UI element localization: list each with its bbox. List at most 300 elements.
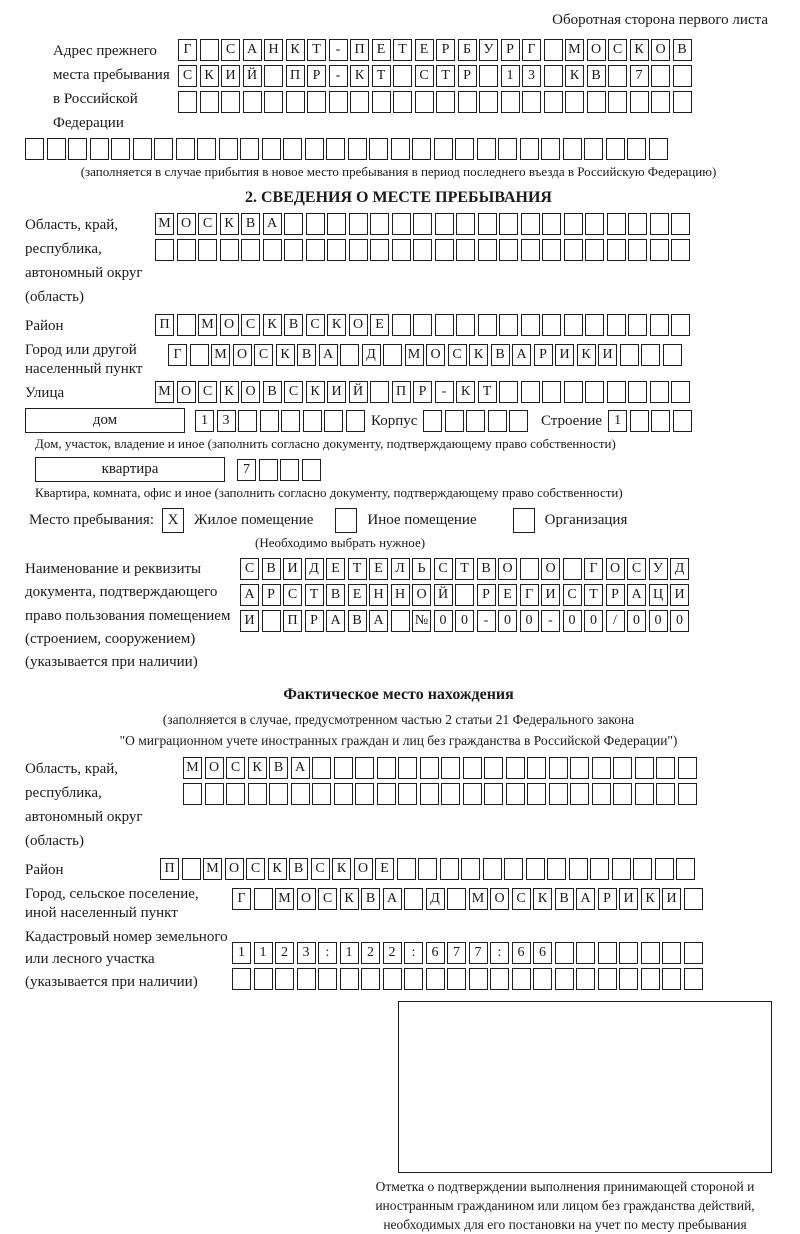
char-box <box>641 968 660 990</box>
char-box <box>306 239 325 261</box>
actual-region-row-2 <box>183 783 699 805</box>
char-box <box>651 410 670 432</box>
char-box <box>576 968 595 990</box>
char-box <box>372 91 391 113</box>
char-box: Р <box>458 65 477 87</box>
char-box <box>619 968 638 990</box>
char-box: Р <box>305 610 324 632</box>
char-box <box>370 381 389 403</box>
char-box <box>564 213 583 235</box>
char-box <box>178 91 197 113</box>
char-box <box>633 858 652 880</box>
char-box <box>355 757 374 779</box>
char-box <box>435 239 454 261</box>
char-box: В <box>555 888 574 910</box>
char-box: 0 <box>520 610 539 632</box>
char-box <box>305 138 324 160</box>
char-box: С <box>221 39 240 61</box>
char-box <box>649 138 668 160</box>
char-box <box>355 783 374 805</box>
char-box <box>436 91 455 113</box>
char-box <box>441 783 460 805</box>
char-box: Т <box>305 584 324 606</box>
char-box: В <box>477 558 496 580</box>
char-box: Р <box>598 888 617 910</box>
char-box: Р <box>413 381 432 403</box>
actual-city-row <box>232 888 705 910</box>
char-box <box>671 314 690 336</box>
apartment-field <box>25 457 772 482</box>
char-box <box>563 558 582 580</box>
char-box <box>412 138 431 160</box>
char-box: К <box>220 213 239 235</box>
char-box <box>303 410 322 432</box>
char-box <box>564 314 583 336</box>
char-box <box>607 381 626 403</box>
char-box: М <box>155 381 174 403</box>
char-box <box>264 91 283 113</box>
char-box <box>183 783 202 805</box>
char-box <box>541 138 560 160</box>
apartment-box: квартира <box>35 457 225 482</box>
char-box <box>673 410 692 432</box>
char-box <box>369 138 388 160</box>
char-box: В <box>269 757 288 779</box>
stay-type-label: Место пребывания: <box>29 512 154 529</box>
char-box <box>671 239 690 261</box>
char-box <box>286 91 305 113</box>
char-box <box>423 410 442 432</box>
region-label: Область, край, республика, автономный округ (область) <box>25 216 143 305</box>
char-box: К <box>248 757 267 779</box>
char-box <box>393 91 412 113</box>
char-box <box>521 314 540 336</box>
char-box <box>547 858 566 880</box>
char-box <box>445 410 464 432</box>
char-box: С <box>246 858 265 880</box>
char-box: Р <box>501 39 520 61</box>
house-caption: Дом, участок, владение и иное (заполнить согласно документу, подтверждающему право собственности) <box>35 436 616 452</box>
char-box <box>662 968 681 990</box>
char-box: Д <box>362 344 381 366</box>
char-box <box>627 138 646 160</box>
house-number-row <box>195 410 367 432</box>
char-box: - <box>541 610 560 632</box>
actual-district-field <box>25 834 772 882</box>
char-box <box>527 783 546 805</box>
house-field <box>25 408 772 433</box>
stay-type-option-residential: Жилое помещение <box>194 512 314 529</box>
char-box: К <box>200 65 219 87</box>
char-box: 7 <box>447 942 466 964</box>
char-box <box>499 381 518 403</box>
char-box <box>391 138 410 160</box>
char-box: 3 <box>522 65 541 87</box>
char-box <box>262 610 281 632</box>
char-box <box>630 410 649 432</box>
char-box: О <box>587 39 606 61</box>
char-box <box>650 381 669 403</box>
char-box: 0 <box>670 610 689 632</box>
char-box: 1 <box>254 942 273 964</box>
char-box: К <box>469 344 488 366</box>
char-box <box>418 858 437 880</box>
char-box: В <box>297 344 316 366</box>
char-box: Е <box>415 39 434 61</box>
char-box <box>219 138 238 160</box>
char-box <box>404 968 423 990</box>
char-box: 7 <box>630 65 649 87</box>
char-box <box>570 757 589 779</box>
char-box <box>585 213 604 235</box>
char-box <box>506 757 525 779</box>
char-box: О <box>225 858 244 880</box>
char-box <box>154 138 173 160</box>
char-box: П <box>350 39 369 61</box>
char-box: И <box>662 888 681 910</box>
char-box: К <box>350 65 369 87</box>
actual-region-label: Область, край, республика, автономный округ (область) <box>25 761 143 850</box>
char-box: И <box>283 558 302 580</box>
char-box <box>608 91 627 113</box>
char-box: Т <box>348 558 367 580</box>
char-box: Е <box>498 584 517 606</box>
char-box <box>484 757 503 779</box>
char-box <box>398 783 417 805</box>
region-row-1 <box>155 213 693 235</box>
char-box: В <box>587 65 606 87</box>
char-box: С <box>415 65 434 87</box>
char-box <box>569 858 588 880</box>
char-box <box>585 239 604 261</box>
char-box: О <box>233 344 252 366</box>
char-box <box>232 968 251 990</box>
char-box <box>340 344 359 366</box>
prev-address-row-1 <box>178 39 694 61</box>
document-label: Наименование и реквизиты документа, подтверждающего право пользования помещением (строением, сооружением) (указывается при наличии) <box>25 561 231 671</box>
prev-address-row-3 <box>178 91 694 113</box>
char-box <box>370 213 389 235</box>
char-box: Г <box>584 558 603 580</box>
char-box <box>678 783 697 805</box>
char-box: А <box>263 213 282 235</box>
char-box: В <box>284 314 303 336</box>
char-box: К <box>220 381 239 403</box>
char-box <box>587 91 606 113</box>
char-box: С <box>284 381 303 403</box>
char-box: И <box>541 584 560 606</box>
page-header-note: Оборотная сторона первого листа <box>552 12 768 28</box>
char-box <box>284 213 303 235</box>
char-box: С <box>240 558 259 580</box>
char-box: А <box>627 584 646 606</box>
char-box: О <box>177 381 196 403</box>
char-box: Т <box>584 584 603 606</box>
char-box: И <box>240 610 259 632</box>
char-box: А <box>576 888 595 910</box>
char-box <box>435 314 454 336</box>
char-box: М <box>211 344 230 366</box>
char-box: 0 <box>434 610 453 632</box>
char-box <box>506 783 525 805</box>
region-row-2 <box>155 239 693 261</box>
char-box: К <box>276 344 295 366</box>
char-box <box>477 138 496 160</box>
char-box <box>592 757 611 779</box>
char-box <box>522 91 541 113</box>
char-box <box>238 410 257 432</box>
char-box <box>259 459 278 481</box>
char-box: Е <box>369 558 388 580</box>
char-box: О <box>241 381 260 403</box>
char-box: И <box>327 381 346 403</box>
char-box: П <box>283 610 302 632</box>
char-box <box>155 239 174 261</box>
char-box <box>512 968 531 990</box>
char-box <box>398 757 417 779</box>
char-box: Д <box>670 558 689 580</box>
char-box <box>392 213 411 235</box>
char-box: 1 <box>608 410 627 432</box>
city-row <box>168 344 684 366</box>
char-box <box>635 757 654 779</box>
char-box: П <box>160 858 179 880</box>
char-box: С <box>311 858 330 880</box>
prev-address-field <box>25 39 772 135</box>
char-box: С <box>627 558 646 580</box>
char-box <box>220 239 239 261</box>
char-box: В <box>262 558 281 580</box>
char-box <box>198 239 217 261</box>
stay-type-option-other: Иное помещение <box>367 512 477 529</box>
char-box <box>393 65 412 87</box>
char-box <box>563 138 582 160</box>
char-box <box>456 213 475 235</box>
char-box <box>504 858 523 880</box>
char-box <box>456 314 475 336</box>
char-box: - <box>329 65 348 87</box>
char-box: 7 <box>469 942 488 964</box>
char-box: Н <box>264 39 283 61</box>
char-box: 0 <box>563 610 582 632</box>
char-box <box>684 968 703 990</box>
char-box: Г <box>178 39 197 61</box>
char-box <box>263 239 282 261</box>
char-box <box>555 968 574 990</box>
char-box: 3 <box>217 410 236 432</box>
prev-address-row-4 <box>25 138 772 160</box>
char-box <box>283 138 302 160</box>
char-box <box>176 138 195 160</box>
city-label: Город или другой населенный пункт <box>25 341 143 377</box>
char-box: И <box>598 344 617 366</box>
char-box <box>651 65 670 87</box>
char-box: К <box>327 314 346 336</box>
char-box <box>370 239 389 261</box>
char-box: Е <box>370 314 389 336</box>
actual-city-field <box>25 885 772 923</box>
char-box: 6 <box>512 942 531 964</box>
char-box <box>340 968 359 990</box>
char-box: В <box>361 888 380 910</box>
char-box <box>111 138 130 160</box>
char-box <box>461 858 480 880</box>
char-box <box>420 783 439 805</box>
char-box: Д <box>426 888 445 910</box>
char-box: 6 <box>533 942 552 964</box>
char-box <box>585 381 604 403</box>
char-box <box>440 858 459 880</box>
char-box <box>635 783 654 805</box>
char-box: С <box>318 888 337 910</box>
char-box <box>590 858 609 880</box>
char-box <box>426 968 445 990</box>
char-box: И <box>221 65 240 87</box>
char-box <box>447 888 466 910</box>
char-box <box>576 942 595 964</box>
char-box <box>435 213 454 235</box>
char-box: Г <box>168 344 187 366</box>
street-label: Улица <box>25 385 65 402</box>
prev-address-label: Адрес прежнего места пребывания в Российской Федерации <box>53 43 170 131</box>
char-box <box>612 858 631 880</box>
char-box <box>291 783 310 805</box>
char-box <box>544 39 563 61</box>
document-row-1 <box>240 558 692 580</box>
char-box <box>312 757 331 779</box>
char-box: С <box>306 314 325 336</box>
char-box <box>565 91 584 113</box>
char-box <box>499 239 518 261</box>
char-box: - <box>477 610 496 632</box>
char-box: 0 <box>498 610 517 632</box>
char-box <box>415 91 434 113</box>
char-box: К <box>565 65 584 87</box>
char-box <box>469 968 488 990</box>
char-box <box>619 942 638 964</box>
char-box: О <box>349 314 368 336</box>
char-box <box>361 968 380 990</box>
char-box <box>651 91 670 113</box>
char-box <box>324 410 343 432</box>
char-box: С <box>254 344 273 366</box>
char-box: В <box>673 39 692 61</box>
cadastral-field <box>25 926 772 994</box>
char-box: О <box>354 858 373 880</box>
char-box: 0 <box>584 610 603 632</box>
stay-type-checkbox-residential: X <box>162 508 184 533</box>
char-box: О <box>541 558 560 580</box>
char-box: П <box>392 381 411 403</box>
section2-title: 2. СВЕДЕНИЯ О МЕСТЕ ПРЕБЫВАНИЯ <box>245 188 552 206</box>
char-box <box>607 314 626 336</box>
char-box <box>326 138 345 160</box>
char-box <box>542 213 561 235</box>
char-box <box>549 757 568 779</box>
char-box: В <box>348 610 367 632</box>
char-box: - <box>329 39 348 61</box>
char-box <box>544 65 563 87</box>
char-box <box>243 91 262 113</box>
char-box <box>499 213 518 235</box>
char-box <box>526 858 545 880</box>
char-box: М <box>198 314 217 336</box>
char-box <box>650 314 669 336</box>
street-row <box>155 381 693 403</box>
char-box <box>521 213 540 235</box>
char-box <box>630 91 649 113</box>
prev-address-rows <box>178 39 694 113</box>
actual-region-row-1 <box>183 757 699 779</box>
char-box <box>377 783 396 805</box>
char-box: Т <box>436 65 455 87</box>
street-field <box>25 381 772 405</box>
char-box: И <box>670 584 689 606</box>
prev-address-caption: (заполняется в случае прибытия в новое место пребывания в период последнего въезда в Российскую Федерацию) <box>80 164 717 179</box>
char-box <box>350 91 369 113</box>
char-box <box>302 459 321 481</box>
char-box <box>327 239 346 261</box>
char-box <box>478 239 497 261</box>
char-box <box>673 91 692 113</box>
char-box <box>607 213 626 235</box>
char-box: В <box>263 381 282 403</box>
char-box <box>466 410 485 432</box>
char-box <box>441 757 460 779</box>
char-box <box>348 138 367 160</box>
char-box: : <box>404 942 423 964</box>
char-box: К <box>268 858 287 880</box>
char-box: Р <box>262 584 281 606</box>
char-box <box>613 757 632 779</box>
char-box: 1 <box>195 410 214 432</box>
char-box: М <box>469 888 488 910</box>
stay-type-checkbox-other <box>335 508 357 533</box>
stay-type-option-organization: Организация <box>544 512 628 529</box>
char-box: Е <box>326 558 345 580</box>
char-box: А <box>319 344 338 366</box>
char-box <box>549 783 568 805</box>
char-box: Р <box>307 65 326 87</box>
char-box: В <box>491 344 510 366</box>
char-box <box>501 91 520 113</box>
char-box <box>598 968 617 990</box>
char-box: А <box>240 584 259 606</box>
char-box <box>248 783 267 805</box>
district-field <box>25 290 772 338</box>
char-box <box>254 888 273 910</box>
actual-location-caption-2: "О миграционном учете иностранных граждан и лиц без гражданства в Российской Федерации") <box>119 732 678 748</box>
char-box <box>564 239 583 261</box>
char-box: В <box>241 213 260 235</box>
char-box <box>297 968 316 990</box>
char-box: К <box>533 888 552 910</box>
char-box <box>281 410 300 432</box>
char-box <box>334 783 353 805</box>
char-box: Д <box>305 558 324 580</box>
char-box <box>280 459 299 481</box>
char-box: С <box>448 344 467 366</box>
char-box: Т <box>307 39 326 61</box>
char-box: С <box>608 39 627 61</box>
char-box <box>655 858 674 880</box>
char-box <box>499 314 518 336</box>
stroenie-label: Строение <box>540 412 603 429</box>
char-box <box>404 888 423 910</box>
char-box <box>262 138 281 160</box>
char-box: Е <box>375 858 394 880</box>
char-box <box>684 888 703 910</box>
